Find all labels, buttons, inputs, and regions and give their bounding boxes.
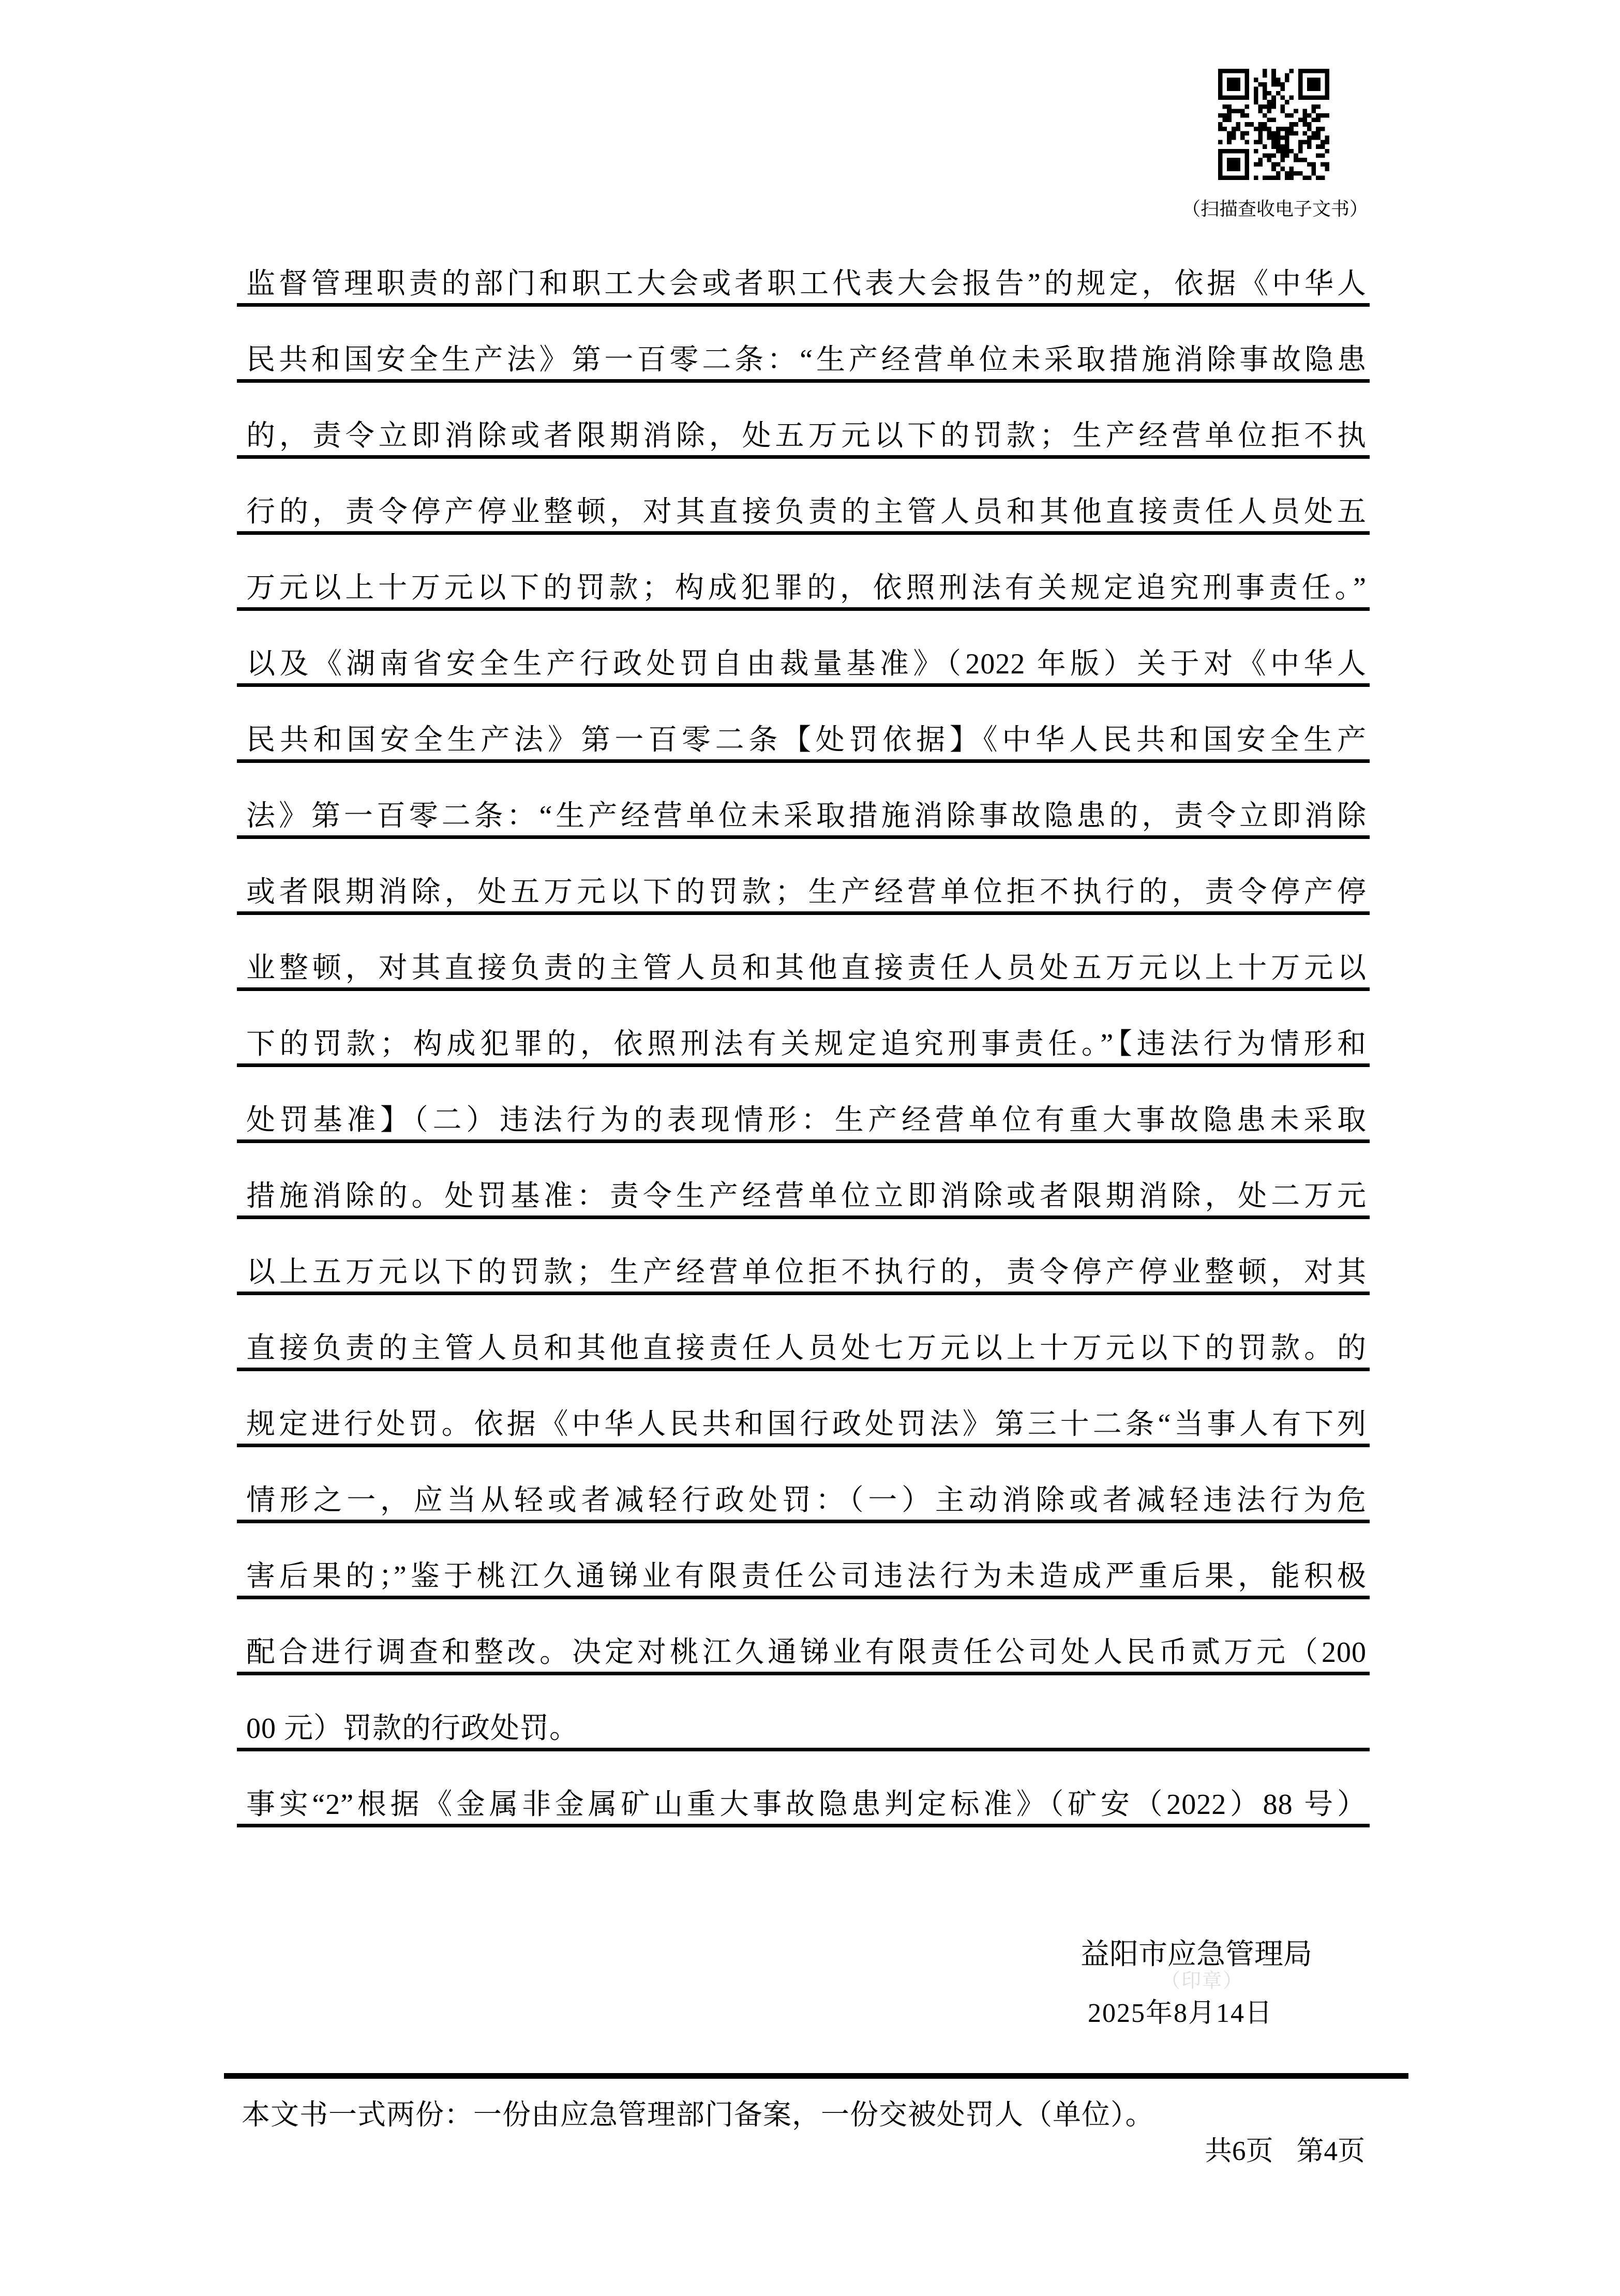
body-line-7: 民共和国安全生产法》第一百零二条【处罚依据】《中华人民共和国安全生产 [237, 687, 1370, 763]
page-count-total: 共6页 [1205, 2136, 1273, 2166]
body-line-15: 直接负责的主管人员和其他直接责任人员处七万元以上十万元以下的罚款。的 [237, 1295, 1370, 1371]
body-line-8: 法》第一百零二条：“生产经营单位未采取措施消除事故隐患的，责令立即消除 [237, 763, 1370, 839]
body-line-13: 措施消除的。处罚基准：责令生产经营单位立即消除或者限期消除，处二万元 [237, 1143, 1370, 1219]
body-line-20: 00 元）罚款的行政处罚。 [237, 1675, 1370, 1751]
page-count-current: 第4页 [1296, 2136, 1365, 2166]
body-line-17: 情形之一，应当从轻或者减轻行政处罚：（一）主动消除或者减轻违法行为危 [237, 1447, 1370, 1523]
seal-placeholder: （印章） [1161, 1970, 1244, 1992]
body-line-4: 行的，责令停产停业整顿，对其直接负责的主管人员和其他直接责任人员处五 [237, 459, 1370, 535]
signature-date: 2025年8月14日 [1088, 1999, 1273, 2028]
body-line-1: 监督管理职责的部门和职工大会或者职工代表大会报告”的规定，依据《中华人 [237, 231, 1370, 307]
body-line-6: 以及《湖南省安全生产行政处罚自由裁量基准》（2022 年版）关于对《中华人 [237, 611, 1370, 687]
agency-name: 益阳市应急管理局 [1081, 1939, 1312, 1971]
qr-caption: （扫描查收电子文书） [1181, 199, 1368, 219]
body-line-9: 或者限期消除，处五万元以下的罚款；生产经营单位拒不执行的，责令停产停 [237, 839, 1370, 915]
body-line-11: 下的罚款；构成犯罪的，依照刑法有关规定追究刑事责任。”【违法行为情形和 [237, 991, 1370, 1067]
body-line-18: 害后果的；”鉴于桃江久通锑业有限责任公司违法行为未造成严重后果，能积极 [237, 1523, 1370, 1599]
body-line-2: 民共和国安全生产法》第一百零二条：“生产经营单位未采取措施消除事故隐患 [237, 307, 1370, 383]
body-line-12: 处罚基准】（二）违法行为的表现情形：生产经营单位有重大事故隐患未采取 [237, 1067, 1370, 1143]
qr-code-image [1218, 69, 1329, 180]
body-line-19: 配合进行调查和整改。决定对桃江久通锑业有限责任公司处人民币贰万元（200 [237, 1599, 1370, 1675]
body-line-5: 万元以上十万元以下的罚款；构成犯罪的，依照刑法有关规定追究刑事责任。” [237, 535, 1370, 611]
body-line-16: 规定进行处罚。依据《中华人民共和国行政处罚法》第三十二条“当事人有下列 [237, 1371, 1370, 1447]
page-indicator [1205, 2129, 1365, 2168]
footer-note: 本文书一式两份：一份由应急管理部门备案，一份交被处罚人（单位）。 [242, 2099, 1154, 2130]
body-line-3: 的，责令立即消除或者限期消除，处五万元以下的罚款；生产经营单位拒不执 [237, 383, 1370, 459]
qr-code [1218, 69, 1329, 180]
body-line-10: 业整顿，对其直接负责的主管人员和其他直接责任人员处五万元以上十万元以 [237, 915, 1370, 991]
body-line-14: 以上五万元以下的罚款；生产经营单位拒不执行的，责令停产停业整顿，对其 [237, 1219, 1370, 1295]
footer-divider [224, 2073, 1408, 2079]
body-line-21: 事实“2”根据《金属非金属矿山重大事故隐患判定标准》（矿安（2022）88 号） [237, 1751, 1370, 1827]
